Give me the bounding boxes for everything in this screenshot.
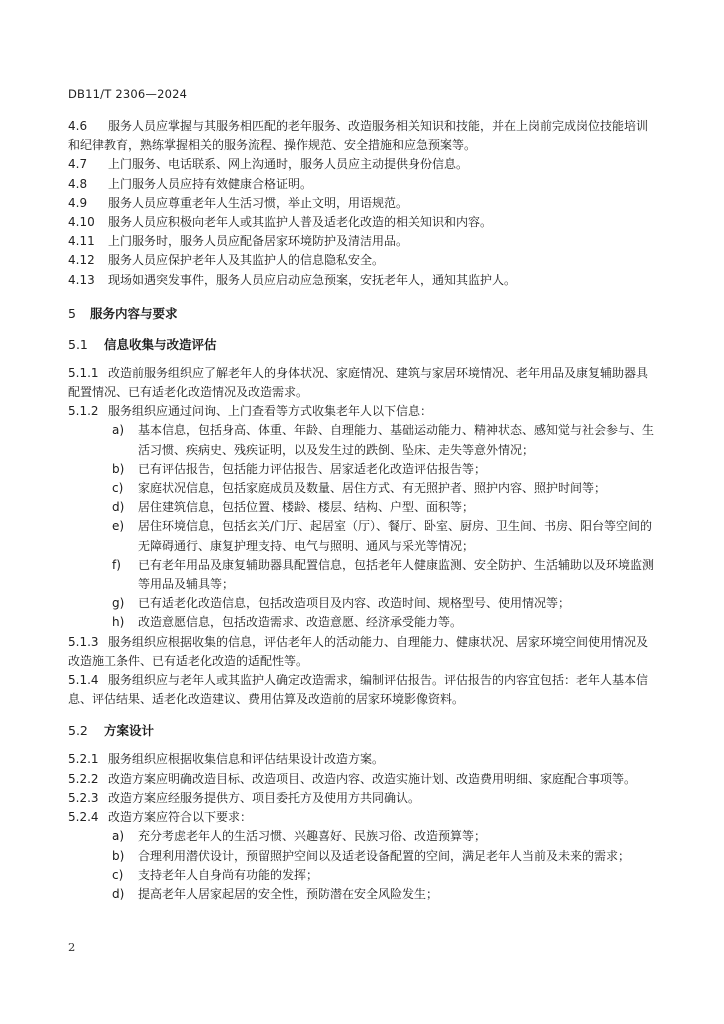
clause-text: 服务人员应积极向老年人或其监护人普及适老化改造的相关知识和内容。 [108,215,493,230]
list-item [68,847,654,866]
list-text: 已有适老化改造信息，包括改造项目及内容、改造时间、规格型号、使用情况等； [138,596,571,611]
section-5-heading [68,304,654,323]
clause-text: 上门服务、电话联系、网上沟通时，服务人员应主动提供身份信息。 [108,157,469,172]
list-text: 家庭状况信息，包括家庭成员及数量、居住方式、有无照护者、照护内容、照护时间等； [138,481,607,496]
section-title: 服务内容与要求 [90,305,178,321]
list-marker: d) [112,886,125,901]
list-item [68,885,654,904]
clause-number: 5.2.1 [68,752,99,767]
clause-4-13 [68,271,654,290]
clause-5-1-4 [68,671,654,709]
list-item [68,556,654,594]
clause-text: 服务人员应尊重老年人生活习惯，举止文明，用语规范。 [108,195,409,210]
list-text: 已有评估报告，包括能力评估报告、居家适老化改造评估报告等； [138,461,487,476]
section-number: 5.2 [68,723,88,739]
page-number: 2 [68,940,76,954]
list-text: 提高老年人居家起居的安全性，预防潜在安全风险发生； [138,886,439,901]
section-5-2-heading [68,721,654,740]
clause-text: 现场如遇突发事件，服务人员应启动应急预案，安抚老年人，通知其监护人。 [108,272,517,287]
clause-number: 4.7 [68,157,88,172]
list-item [68,827,654,846]
clause-number: 5.2.2 [68,771,99,786]
list-marker: d) [112,500,125,515]
section-number: 5.1 [68,336,88,352]
list-marker: c) [112,481,124,496]
clause-5-2-2 [68,770,654,789]
list-item [68,460,654,479]
clause-number: 4.12 [68,253,95,268]
list-marker: g) [112,596,125,611]
clause-number: 5.1.1 [68,365,99,380]
list-item [68,498,654,517]
clause-text: 服务组织应根据收集的信息，评估老年人的活动能力、自理能力、健康状况、居家环境空间使用情况及改造施工条件、已有适老化改造的适配性等。 [68,634,649,668]
list-text: 居住环境信息，包括玄关/门厅、起居室（厅）、餐厅、卧室、厨房、卫生间、书房、阳台等空间的无障碍通行、康复护理支持、电气与照明、通风与采光等情况； [138,519,653,553]
clause-number: 5.1.2 [68,404,99,419]
clause-number: 4.11 [68,234,95,249]
clause-text: 服务组织应与老年人或其监护人确定改造需求，编制评估报告。评估报告的内容宜包括：老年人基本信息、评估结果、适老化改造建议、费用估算及改造前的居家环境影像资料。 [68,673,649,707]
clause-4-7 [68,155,654,174]
clause-number: 5.2.4 [68,810,99,825]
list-marker: b) [112,461,125,476]
standard-code: DB11/T 2306—2024 [68,87,188,101]
list-item [68,866,654,885]
clause-4-6 [68,117,654,155]
clause-4-12 [68,251,654,270]
list-marker: e) [112,519,125,534]
clause-5-1-1 [68,364,654,402]
clause-number: 4.10 [68,215,95,230]
clause-5-2-1 [68,750,654,769]
clause-number: 5.1.4 [68,673,99,688]
list-marker: a) [112,829,125,844]
clause-text: 上门服务时，服务人员应配备居家环境防护及清洁用品。 [108,234,409,249]
clause-5-2-4 [68,808,654,827]
list-item [68,613,654,632]
clause-text: 上门服务人员应持有效健康合格证明。 [108,176,313,191]
list-marker: c) [112,867,124,882]
clause-number: 4.13 [68,272,95,287]
list-text: 基本信息，包括身高、体重、年龄、自理能力、基础运动能力、精神状态、感知觉与社会参与、生活习惯、疾病史、残疾证明，以及发生过的跌倒、坠床、走失等意外情况； [138,423,655,457]
list-marker: f) [112,557,121,572]
list-item [68,594,654,613]
clause-text: 服务人员应掌握与其服务相匹配的老年服务、改造服务相关知识和技能，并在上岗前完成岗位技能培训和纪律教育，熟练掌握相关的服务流程、操作规范、安全措施和应急预案等。 [68,119,649,153]
list-marker: h) [112,615,125,630]
clause-4-9 [68,194,654,213]
list-text: 已有老年用品及康复辅助器具配置信息，包括老年人健康监测、安全防护、生活辅助以及环境监测等用品及辅具等； [138,557,655,592]
list-text: 居住建筑信息，包括位置、楼龄、楼层、结构、户型、面积等； [138,500,475,515]
clause-text: 改造方案应明确改造目标、改造项目、改造内容、改造实施计划、改造费用明细、家庭配合事项等。 [108,771,637,786]
clause-text: 服务组织应根据收集信息和评估结果设计改造方案。 [108,752,385,767]
list-marker: a) [112,423,125,438]
section-title: 信息收集与改造评估 [104,336,217,352]
list-text: 支持老年人自身尚有功能的发挥； [138,867,319,882]
clause-number: 5.1.3 [68,634,99,649]
list-marker: b) [112,848,125,863]
clause-text: 服务组织应通过问询、上门查看等方式收集老年人以下信息： [108,404,433,419]
clause-5-2-3 [68,789,654,808]
clause-5-1-2 [68,402,654,421]
list-text: 充分考虑老年人的生活习惯、兴趣喜好、民族习俗、改造预算等； [138,829,487,844]
clause-5-1-3 [68,633,654,671]
clause-4-8 [68,175,654,194]
clause-text: 服务人员应保护老年人及其监护人的信息隐私安全。 [108,253,385,268]
clause-text: 改造方案应经服务提供方、项目委托方及使用方共同确认。 [108,790,421,805]
clause-number: 4.8 [68,176,88,191]
section-5-1-heading [68,335,654,354]
list-text: 合理利用潜伏设计，预留照护空间以及适老设备配置的空间，满足老年人当前及未来的需求； [138,848,631,863]
section-title: 方案设计 [104,723,155,739]
list-text: 改造意愿信息，包括改造需求、改造意愿、经济承受能力等。 [138,615,463,630]
clause-number: 4.6 [68,119,88,133]
clause-text: 改造前服务组织应了解老年人的身体状况、家庭情况、建筑与家居环境情况、老年用品及康复辅助器具配置情况、已有适老化改造情况及改造需求。 [68,365,649,400]
list-item [68,517,654,555]
document-body [68,117,654,904]
section-number: 5 [68,305,76,321]
clause-number: 5.2.3 [68,790,99,805]
clause-4-11 [68,232,654,251]
clause-number: 4.9 [68,195,88,210]
clause-4-10 [68,213,654,232]
list-item [68,421,654,459]
clause-text: 改造方案应符合以下要求： [108,810,253,825]
list-item [68,479,654,498]
